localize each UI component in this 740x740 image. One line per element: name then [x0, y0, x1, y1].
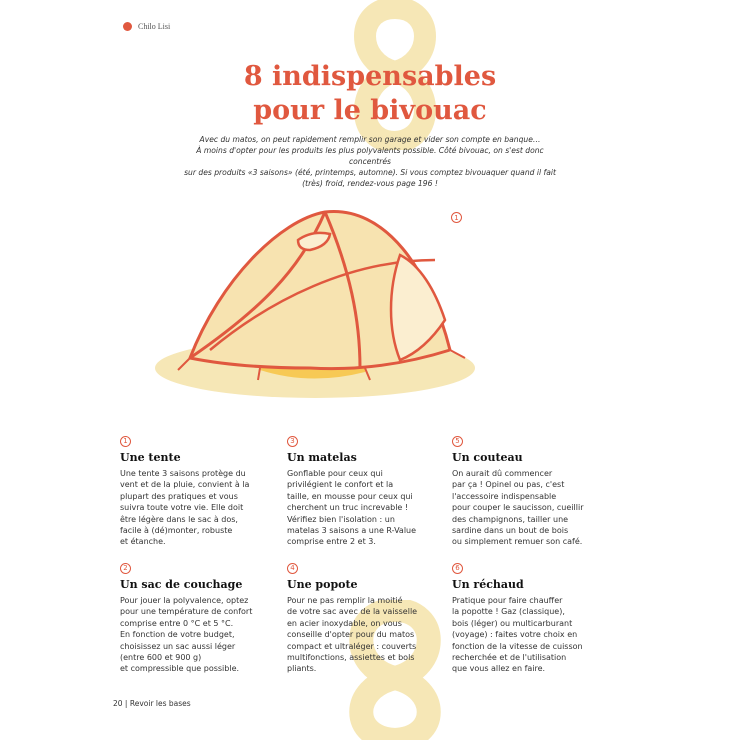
- item-title: Un couteau: [452, 451, 523, 464]
- magazine-page: [100, 0, 640, 740]
- item-title: Une tente: [120, 451, 181, 464]
- intro-line: Avec du matos, on peut rapidement remplir son garage et vider son compte en banque…: [199, 135, 541, 144]
- item-rechaud: [452, 557, 627, 675]
- title-line-1: 8 indispensables: [243, 61, 497, 92]
- item-number: 6: [452, 563, 463, 574]
- page-footer: 20 | Revoir les bases: [113, 699, 191, 708]
- page-title: [100, 60, 640, 128]
- item-title: Un sac de couchage: [120, 578, 243, 591]
- title-line-2: pour le bivouac: [253, 95, 487, 126]
- tent-illustration: [150, 200, 480, 400]
- item-title: Une popote: [287, 578, 358, 591]
- item-tente: [120, 430, 265, 548]
- tent-marker: 1: [451, 212, 462, 223]
- brand-dot-icon: [123, 22, 132, 31]
- item-matelas: [287, 430, 442, 548]
- item-title: Un réchaud: [452, 578, 524, 591]
- item-number: 5: [452, 436, 463, 447]
- item-popote: [287, 557, 442, 675]
- item-couteau: [452, 430, 627, 548]
- item-text: Pour ne pas remplir la moitié de votre sac avec de la vaisselle en acier inoxydable, on vous conseille d'opter pour du matos compact et ultraléger : couverts multifonctions, assiettes et bols pliants.: [287, 596, 418, 674]
- item-text: Une tente 3 saisons protège du vent et de la pluie, convient à la plupart des pratiques et vous suivra toute votre vie. Elle doit être légère dans le sac à dos, facile à (dé)monter, robuste et étanche.: [120, 469, 250, 547]
- item-number: 2: [120, 563, 131, 574]
- intro-text: [180, 134, 560, 189]
- item-sac-de-couchage: [120, 557, 280, 675]
- item-text: Gonflable pour ceux qui privilégient le confort et la taille, en mousse pour ceux qui cherchent un truc increvable ! Vérifiez bien l'isolation : un matelas 3 saisons a une R-Value comprise entre 2 et 3.: [287, 469, 417, 547]
- intro-line: (très) froid, rendez-vous page 196 !: [302, 179, 438, 188]
- brand-name: Chilo Lisi: [138, 22, 171, 31]
- intro-line: À moins d'opter pour les produits les plus polyvalents possible. Côté bivouac, on s'est donc concentrés: [196, 146, 544, 166]
- brand: [123, 22, 170, 31]
- item-number: 4: [287, 563, 298, 574]
- item-number: 1: [120, 436, 131, 447]
- item-text: Pour jouer la polyvalence, optez pour une température de confort comprise entre 0 °C et 5 °C. En fonction de votre budget, choisissez un sac aussi léger (entre 600 et 900 g) et compressible que possible.: [120, 596, 253, 674]
- intro-line: sur des produits «3 saisons» (été, printemps, automne). Si vous comptez bivouaquer quand il fait: [184, 168, 556, 177]
- item-title: Un matelas: [287, 451, 357, 464]
- item-text: Pratique pour faire chauffer la popotte ! Gaz (classique), bois (léger) ou multicarburant (voyage) : faites votre choix en fonction de la vitesse de cuisson recherchée et de l'utilisation que vous allez en faire.: [452, 596, 583, 674]
- item-number: 3: [287, 436, 298, 447]
- item-text: On aurait dû commencer par ça ! Opinel ou pas, c'est l'accessoire indispensable pour couper le saucisson, cueillir des champignons, tailler une sardine dans un bout de bois ou simplement remuer son café.: [452, 469, 584, 547]
